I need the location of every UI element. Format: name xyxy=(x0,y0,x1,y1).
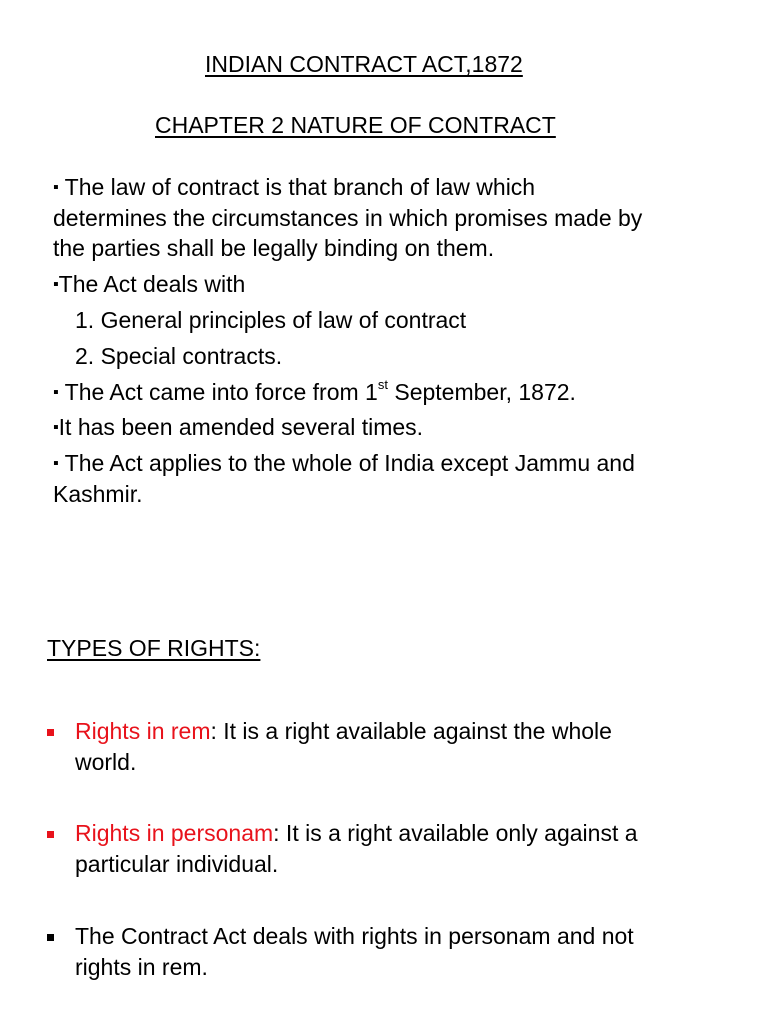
force-text-after: September, 1872. xyxy=(387,379,576,405)
rights-heading: TYPES OF RIGHTS: xyxy=(47,635,261,661)
rights-in-personam-line-2: particular individual. xyxy=(75,851,279,877)
red-bullet-icon xyxy=(47,729,54,736)
list-item-general-principles: 1. General principles of law of contract xyxy=(75,307,467,333)
square-bullet-icon: ▪ xyxy=(53,276,59,293)
list-item-special-contracts: 2. Special contracts. xyxy=(75,343,283,369)
red-bullet-icon xyxy=(47,831,54,838)
chapter-title: CHAPTER 2 NATURE OF CONTRACT xyxy=(155,112,556,138)
rights-in-personam-term: Rights in personam xyxy=(75,820,274,846)
force-line xyxy=(53,377,576,411)
rights-in-personam-definition: : It is a right available only against a xyxy=(273,820,638,846)
force-text-before: The Act came into force from 1 xyxy=(58,379,378,405)
act-deals-line xyxy=(53,269,245,303)
rights-in-personam-line-1 xyxy=(75,818,638,848)
amended-text: It has been amended several times. xyxy=(58,414,424,440)
intro-text-1: The law of contract is that branch of law which xyxy=(58,174,536,200)
intro-line-3: the parties shall be legally binding on them. xyxy=(53,235,495,261)
applies-line-1 xyxy=(53,448,635,482)
intro-line-1 xyxy=(53,172,535,206)
document-title: INDIAN CONTRACT ACT,1872 xyxy=(205,51,523,77)
square-bullet-icon: ▪ xyxy=(53,179,59,196)
contract-act-deals-line-1: The Contract Act deals with rights in personam and not xyxy=(75,923,634,949)
applies-line-2: Kashmir. xyxy=(53,481,143,507)
rights-in-rem-line-1 xyxy=(75,716,612,746)
applies-text-1: The Act applies to the whole of India except Jammu and xyxy=(58,450,635,476)
square-bullet-icon: ▪ xyxy=(53,455,59,472)
rights-in-rem-definition: : It is a right available against the whole xyxy=(210,718,612,744)
force-superscript: st xyxy=(377,377,388,393)
black-bullet-icon xyxy=(47,934,54,941)
square-bullet-icon: ▪ xyxy=(53,419,59,436)
square-bullet-icon: ▪ xyxy=(53,384,59,401)
act-deals-text: The Act deals with xyxy=(58,271,246,297)
rights-in-rem-line-2: world. xyxy=(75,749,137,775)
rights-in-rem-term: Rights in rem xyxy=(75,718,211,744)
contract-act-deals-line-2: rights in rem. xyxy=(75,954,208,980)
intro-line-2: determines the circumstances in which promises made by xyxy=(53,205,643,231)
amended-line xyxy=(53,412,423,446)
